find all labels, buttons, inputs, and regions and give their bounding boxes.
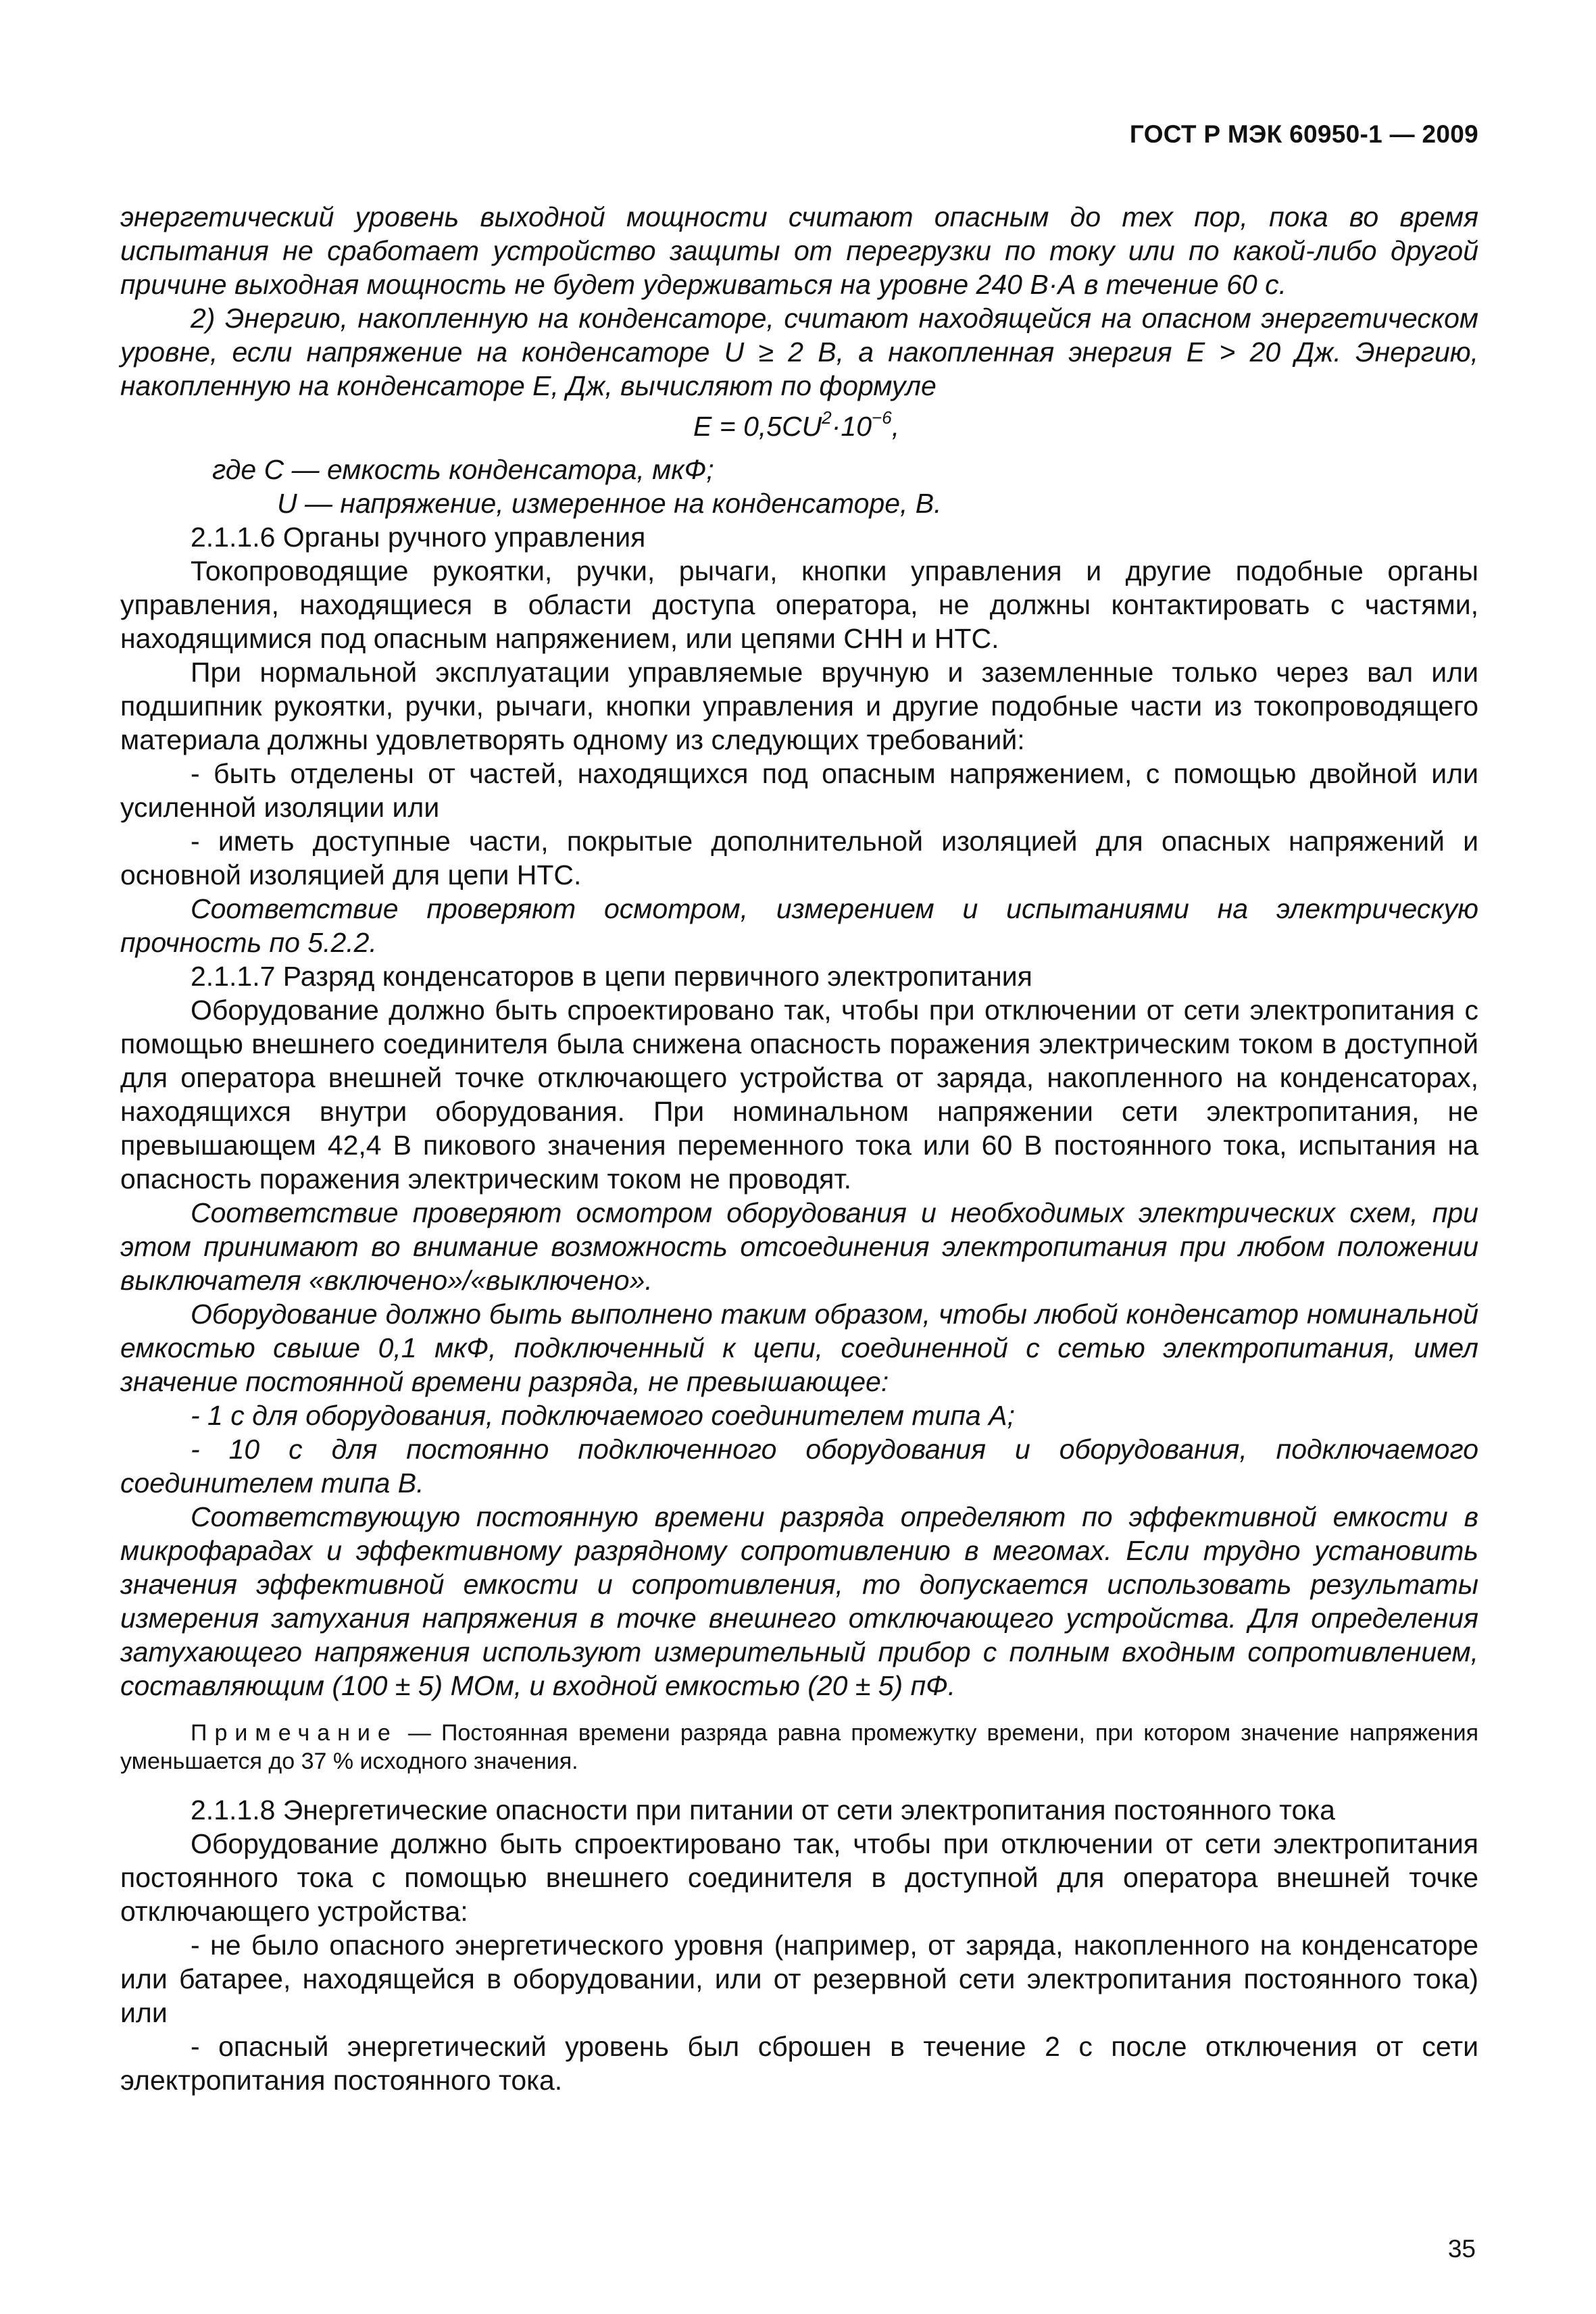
formula-main: E = 0,5CU bbox=[693, 411, 822, 442]
list-item: - 1 с для оборудования, подключаемого соединителем типа А; bbox=[191, 1400, 1015, 1431]
paragraph: 2) Энергию, накопленную на конденсаторе, считают находящейся на опасном энергетическом уровне, если напряжение на конденсаторе U ≥ 2 В, а накопленная энергия E > 20 Дж. Энергию, накопленную на конденсаторе E, Дж, вычисляют по формуле bbox=[120, 303, 1478, 401]
formula-multiplier: ·10 bbox=[831, 411, 872, 442]
document-header: ГОСТ Р МЭК 60950-1 — 2009 bbox=[1129, 120, 1478, 148]
list-item: - иметь доступные части, покрытые дополнительной изоляцией для опасных напряжений и основной изоляцией для цепи НТС. bbox=[120, 826, 1478, 890]
formula-legend-u: U — напряжение, измеренное на конденсаторе, В. bbox=[277, 488, 942, 519]
section-heading: 2.1.1.8 Энергетические опасности при питании от сети электропитания постоянного тока bbox=[191, 1794, 1335, 1826]
note bbox=[120, 1719, 1478, 1776]
energy-formula bbox=[120, 409, 1478, 443]
page-number: 35 bbox=[1447, 2235, 1476, 2263]
formula-legend-c: где C — емкость конденсатора, мкФ; bbox=[212, 454, 714, 485]
note-label: Примечание bbox=[191, 1720, 398, 1746]
note-text: — Постоянная времени разряда равна промежутку времени, при котором значение напряжения уменьшается до 37 % исходного значения. bbox=[120, 1720, 1478, 1774]
list-item: - опасный энергетический уровень был сброшен в течение 2 с после отключения от сети электропитания постоянного тока. bbox=[120, 2031, 1478, 2096]
paragraph: Оборудование должно быть спроектировано так, чтобы при отключении от сети электропитания постоянного тока с помощью внешнего соединителя в доступной для оператора внешней точке отключающего устройства: bbox=[120, 1828, 1478, 1927]
paragraph: Соответствующую постоянную времени разряда определяют по эффективной емкости в микрофарадах и эффективному разрядному сопротивлению в мегомах. Если трудно установить значения эффективной емкости и сопротивления, то допускается использовать результаты измерения затухания напряжения в точке внешнего отключающего устройства. Для определения затухающего напряжения используют измерительный прибор с полным входным сопротивлением, составляющим (100 ± 5) МОм, и входной емкостью (20 ± 5) пФ. bbox=[120, 1501, 1478, 1701]
document-body bbox=[120, 200, 1478, 2097]
list-item: - не было опасного энергетического уровня (например, от заряда, накопленного на конденсаторе или батарее, находящейся в оборудовании, или от резервной сети электропитания постоянного тока) или bbox=[120, 1930, 1478, 2028]
list-item: - быть отделены от частей, находящихся под опасным напряжением, с помощью двойной или усиленной изоляции или bbox=[120, 758, 1478, 823]
formula-exponent: 2 bbox=[822, 407, 832, 428]
section-heading: 2.1.1.6 Органы ручного управления bbox=[191, 522, 646, 553]
paragraph: Соответствие проверяют осмотром, измерением и испытаниями на электрическую прочность по 5.2.2. bbox=[120, 893, 1478, 958]
paragraph: энергетический уровень выходной мощности считают опасным до тех пор, пока во время испытания не сработает устройство защиты от перегрузки по току или по какой-либо другой причине выходная мощность не будет удерживаться на уровне 240 В·А в течение 60 с. bbox=[120, 201, 1478, 300]
paragraph: Оборудование должно быть выполнено таким образом, чтобы любой конденсатор номинальной емкостью свыше 0,1 мкФ, подключенный к цепи, соединенной с сетью электропитания, имел значение постоянной времени разряда, не превышающее: bbox=[120, 1299, 1478, 1397]
formula-exponent: −6 bbox=[872, 407, 892, 428]
section-heading: 2.1.1.7 Разряд конденсаторов в цепи первичного электропитания bbox=[191, 961, 1032, 992]
list-item: - 10 с для постоянно подключенного оборудования и оборудования, подключаемого соединителем типа В. bbox=[120, 1434, 1478, 1499]
paragraph: Оборудование должно быть спроектировано так, чтобы при отключении от сети электропитания с помощью внешнего соединителя была снижена опасность поражения электрическим током в доступной для оператора внешней точке отключающего устройства от заряда, накопленного на конденсаторах, находящихся внутри оборудования. При номинальном напряжении сети электропитания, не превышающем 42,4 В пикового значения переменного тока или 60 В постоянного тока, испытания на опасность поражения электрическим током не проводят. bbox=[120, 995, 1478, 1194]
formula-end: , bbox=[891, 411, 900, 442]
paragraph: При нормальной эксплуатации управляемые вручную и заземленные только через вал или подшипник рукоятки, ручки, рычаги, кнопки управления и другие подобные части из токопроводящего материала должны удовлетворять одному из следующих требований: bbox=[120, 657, 1478, 755]
paragraph: Соответствие проверяют осмотром оборудования и необходимых электрических схем, при этом принимают во внимание возможность отсоединения электропитания при любом положении выключателя «включено»/«выключено». bbox=[120, 1197, 1478, 1296]
paragraph: Токопроводящие рукоятки, ручки, рычаги, кнопки управления и другие подобные органы управления, находящиеся в области доступа оператора, не должны контактировать с частями, находящимися под опасным напряжением, или цепями СНН и НТС. bbox=[120, 555, 1478, 654]
